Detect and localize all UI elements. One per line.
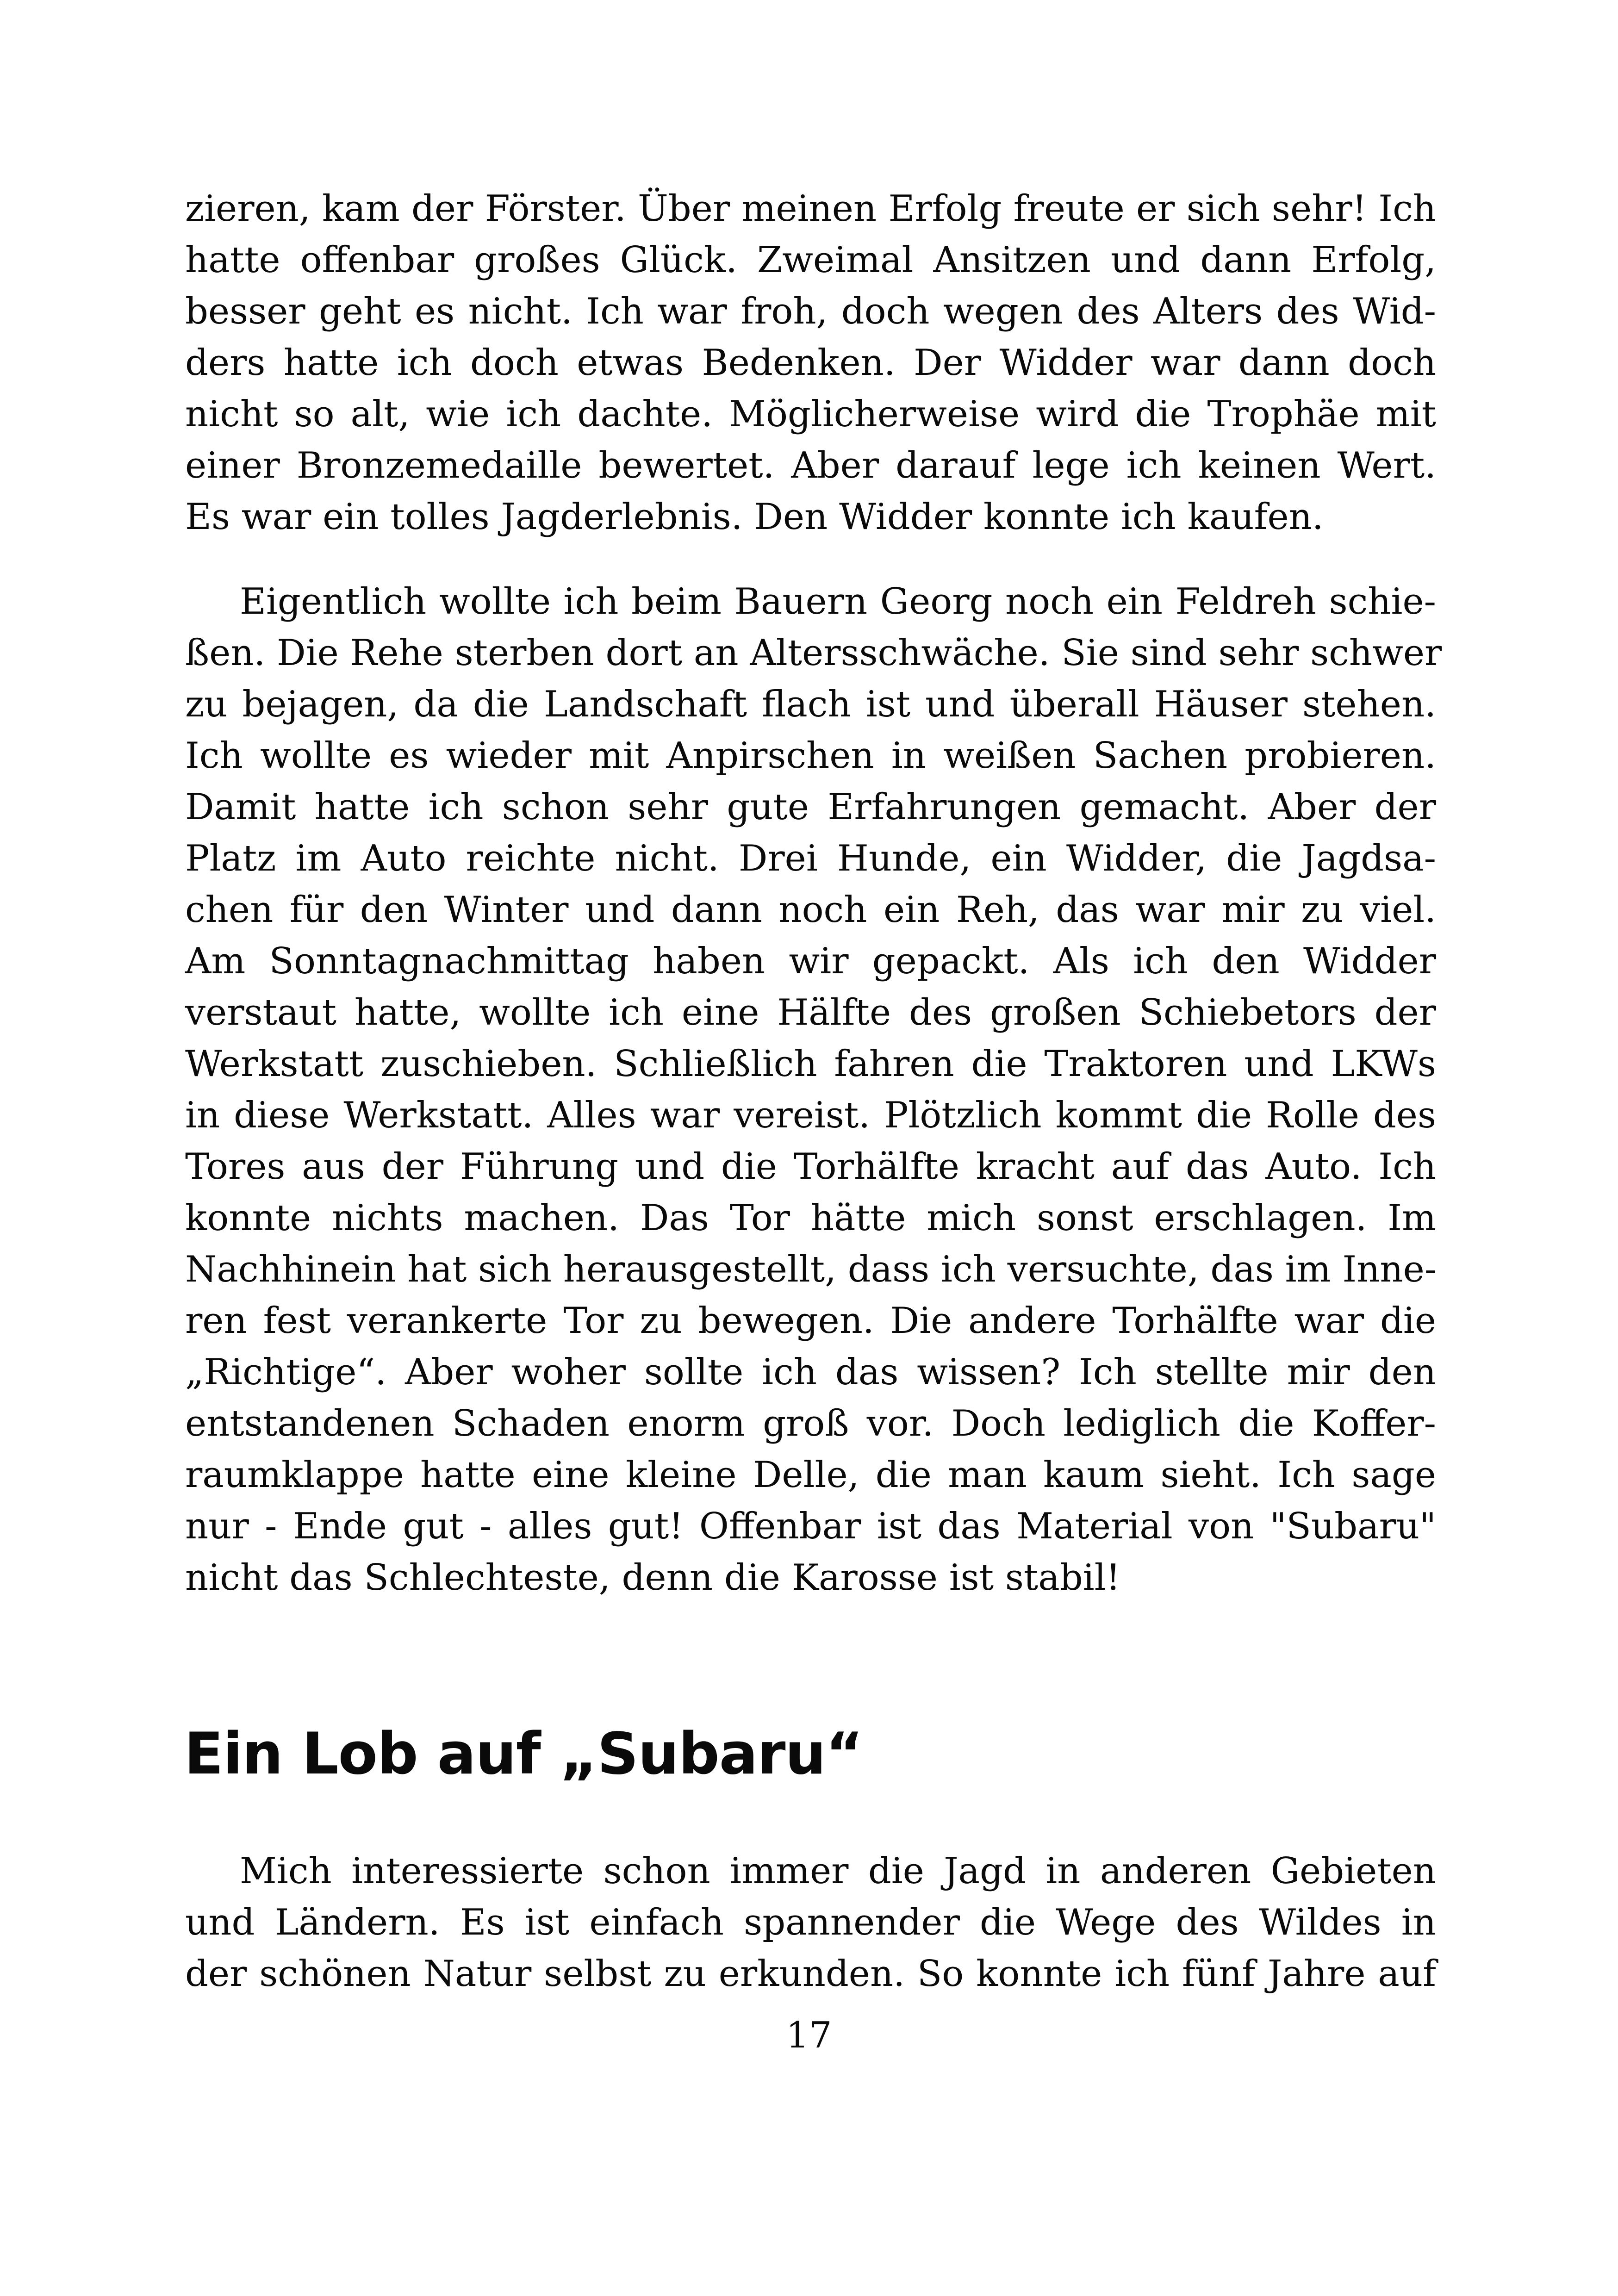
paragraph-line: ren fest verankerte Tor zu bewegen. Die andere Torhälfte war die: [185, 1300, 1436, 1342]
paragraph-line: Werkstatt zuschieben. Schließlich fahren die Traktoren und LKWs: [185, 1043, 1436, 1085]
paragraph-line: chen für den Winter und dann noch ein Reh, das war mir zu viel.: [185, 889, 1436, 931]
paragraph-1: [185, 183, 1436, 543]
paragraph-line: Es war ein tolles Jagderlebnis. Den Widder konnte ich kaufen.: [185, 496, 1324, 538]
paragraph-line: hatte offenbar großes Glück. Zweimal Ansitzen und dann Erfolg,: [185, 239, 1436, 281]
paragraph-line: verstaut hatte, wollte ich eine Hälfte des großen Schiebetors der: [185, 992, 1436, 1033]
paragraph-2: [185, 576, 1442, 1604]
paragraph-line: ßen. Die Rehe sterben dort an Altersschwäche. Sie sind sehr schwer: [185, 632, 1442, 674]
paragraph-line: raumklappe hatte eine kleine Delle, die man kaum sieht. Ich sage: [185, 1454, 1436, 1496]
paragraph-line: und Ländern. Es ist einfach spannender die Wege des Wildes in: [185, 1902, 1436, 1943]
paragraph-line: zieren, kam der Förster. Über meinen Erfolg freute er sich sehr! Ich: [185, 188, 1436, 230]
paragraph-line: „Richtige“. Aber woher sollte ich das wissen? Ich stellte mir den: [185, 1351, 1436, 1393]
paragraph-line: der schönen Natur selbst zu erkunden. So konnte ich fünf Jahre auf: [185, 1953, 1436, 1995]
page-number: 17: [786, 2015, 832, 2056]
paragraph-line: Damit hatte ich schon sehr gute Erfahrungen gemacht. Aber der: [185, 786, 1436, 828]
paragraph-line: Mich interessierte schon immer die Jagd in anderen Gebieten: [240, 1850, 1436, 1892]
paragraph-line: Tores aus der Führung und die Torhälfte kracht auf das Auto. Ich: [185, 1146, 1436, 1188]
paragraph-line: Ich wollte es wieder mit Anpirschen in weißen Sachen probieren.: [185, 735, 1436, 777]
paragraph-line: konnte nichts machen. Das Tor hätte mich sonst erschlagen. Im: [185, 1197, 1436, 1239]
section-heading: Ein Lob auf „Subaru“: [184, 1721, 863, 1788]
paragraph-line: entstandenen Schaden enorm groß vor. Doch lediglich die Koffer-: [185, 1403, 1436, 1444]
paragraph-line: Platz im Auto reichte nicht. Drei Hunde, ein Widder, die Jagdsa-: [185, 838, 1436, 879]
paragraph-line: ders hatte ich doch etwas Bedenken. Der Widder war dann doch: [185, 342, 1436, 384]
paragraph-line: zu bejagen, da die Landschaft flach ist und überall Häuser stehen.: [185, 684, 1436, 725]
paragraph-line: Eigentlich wollte ich beim Bauern Georg noch ein Feldreh schie-: [240, 581, 1436, 622]
paragraph-line: Am Sonntagnachmittag haben wir gepackt. Als ich den Widder: [185, 940, 1436, 982]
paragraph-3: [185, 1846, 1436, 2000]
paragraph-line: nicht das Schlechteste, denn die Karosse ist stabil!: [185, 1557, 1120, 1599]
paragraph-line: einer Bronzemedaille bewertet. Aber darauf lege ich keinen Wert.: [185, 445, 1436, 486]
paragraph-line: Nachhinein hat sich herausgestellt, dass ich versuchte, das im Inne-: [185, 1249, 1437, 1290]
paragraph-line: in diese Werkstatt. Alles war vereist. Plötzlich kommt die Rolle des: [185, 1095, 1436, 1136]
paragraph-line: nur - Ende gut - alles gut! Offenbar ist das Material von "Subaru": [185, 1506, 1436, 1547]
paragraph-line: besser geht es nicht. Ich war froh, doch wegen des Alters des Wid-: [185, 291, 1436, 332]
paragraph-line: nicht so alt, wie ich dachte. Möglicherweise wird die Trophäe mit: [185, 393, 1436, 435]
